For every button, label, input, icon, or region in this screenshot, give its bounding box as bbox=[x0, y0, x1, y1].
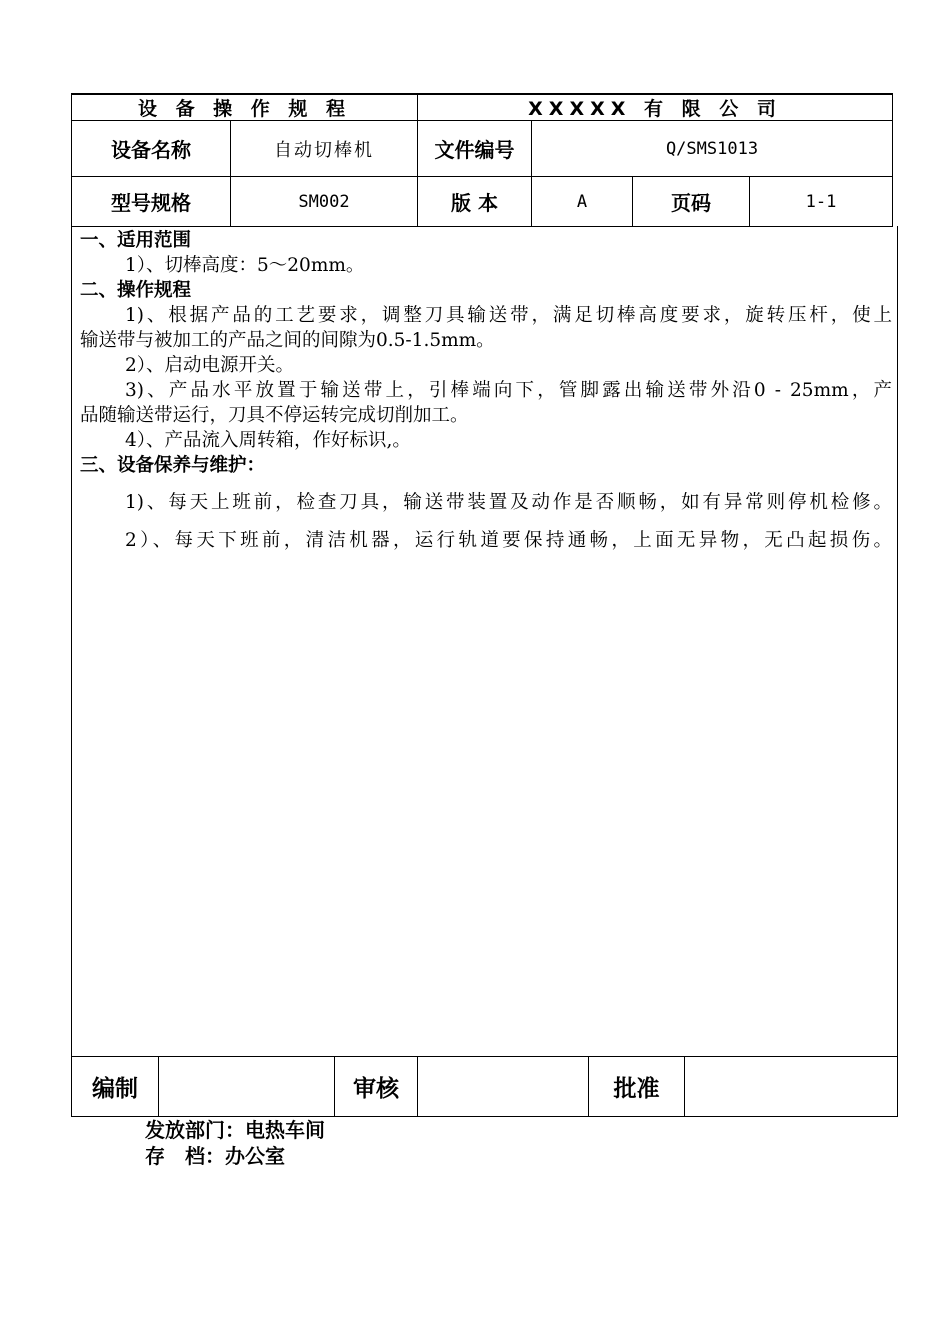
operation-item-3-line-1: 3)、产品水平放置于输送带上，引棒端向下，管脚露出输送带外沿0 - 25mm，产 bbox=[125, 380, 892, 401]
section-title-scope: 一、适用范围 bbox=[80, 230, 192, 251]
operation-item-1-line-1: 1)、根据产品的工艺要求，调整刀具输送带，满足切棒高度要求，旋转压杆，使上 bbox=[125, 305, 892, 326]
section-title-maintenance: 三、设备保养与维护： bbox=[80, 455, 266, 476]
version-label: 版 本 bbox=[451, 191, 498, 215]
reviewed-by-label: 审核 bbox=[353, 1076, 399, 1102]
operation-item-1-line-2: 输送带与被加工的产品之间的间隙为0.5-1.5mm。 bbox=[80, 330, 495, 351]
prepared-by-field bbox=[159, 1057, 334, 1116]
distribution-department: 发放部门：电热车间 bbox=[145, 1118, 325, 1142]
company-name: XXXXX 有 限 公 司 bbox=[528, 98, 782, 120]
document-number-label: 文件编号 bbox=[434, 138, 515, 162]
approved-by-label: 批准 bbox=[613, 1076, 660, 1102]
maintenance-item-1: 1)、每天上班前，检查刀具，输送带装置及动作是否顺畅，如有异常则停机检修。 bbox=[125, 492, 892, 513]
page-label: 页码 bbox=[671, 191, 711, 215]
model-spec-value: SM002 bbox=[298, 191, 350, 212]
document-number-value: Q/SMS1013 bbox=[665, 138, 759, 159]
operation-item-3-line-2: 品随输送带运行，刀具不停运转完成切削加工。 bbox=[80, 405, 469, 426]
archive-location: 存 档：办公室 bbox=[145, 1144, 285, 1168]
operation-item-2: 2）、启动电源开关。 bbox=[125, 355, 295, 376]
equipment-name-value: 自动切棒机 bbox=[274, 139, 374, 161]
version-value: A bbox=[576, 191, 588, 212]
maintenance-item-2: 2）、每天下班前，清洁机器，运行轨道要保持通畅，上面无异物，无凸起损伤。 bbox=[125, 530, 892, 551]
approved-by-field bbox=[685, 1057, 897, 1116]
operation-item-4: 4）、产品流入周转箱，作好标识,。 bbox=[125, 430, 411, 451]
prepared-by-label: 编制 bbox=[92, 1076, 138, 1102]
procedure-body bbox=[80, 228, 892, 553]
model-spec-label: 型号规格 bbox=[111, 191, 191, 215]
document-type-title: 设 备 操 作 规 程 bbox=[137, 98, 352, 120]
reviewed-by-field bbox=[418, 1057, 588, 1116]
equipment-name-label: 设备名称 bbox=[111, 138, 191, 162]
section-title-operation: 二、操作规程 bbox=[80, 280, 192, 301]
scope-item-1: 1）、切棒高度：5～20mm。 bbox=[125, 255, 365, 276]
page-value: 1-1 bbox=[805, 191, 837, 212]
